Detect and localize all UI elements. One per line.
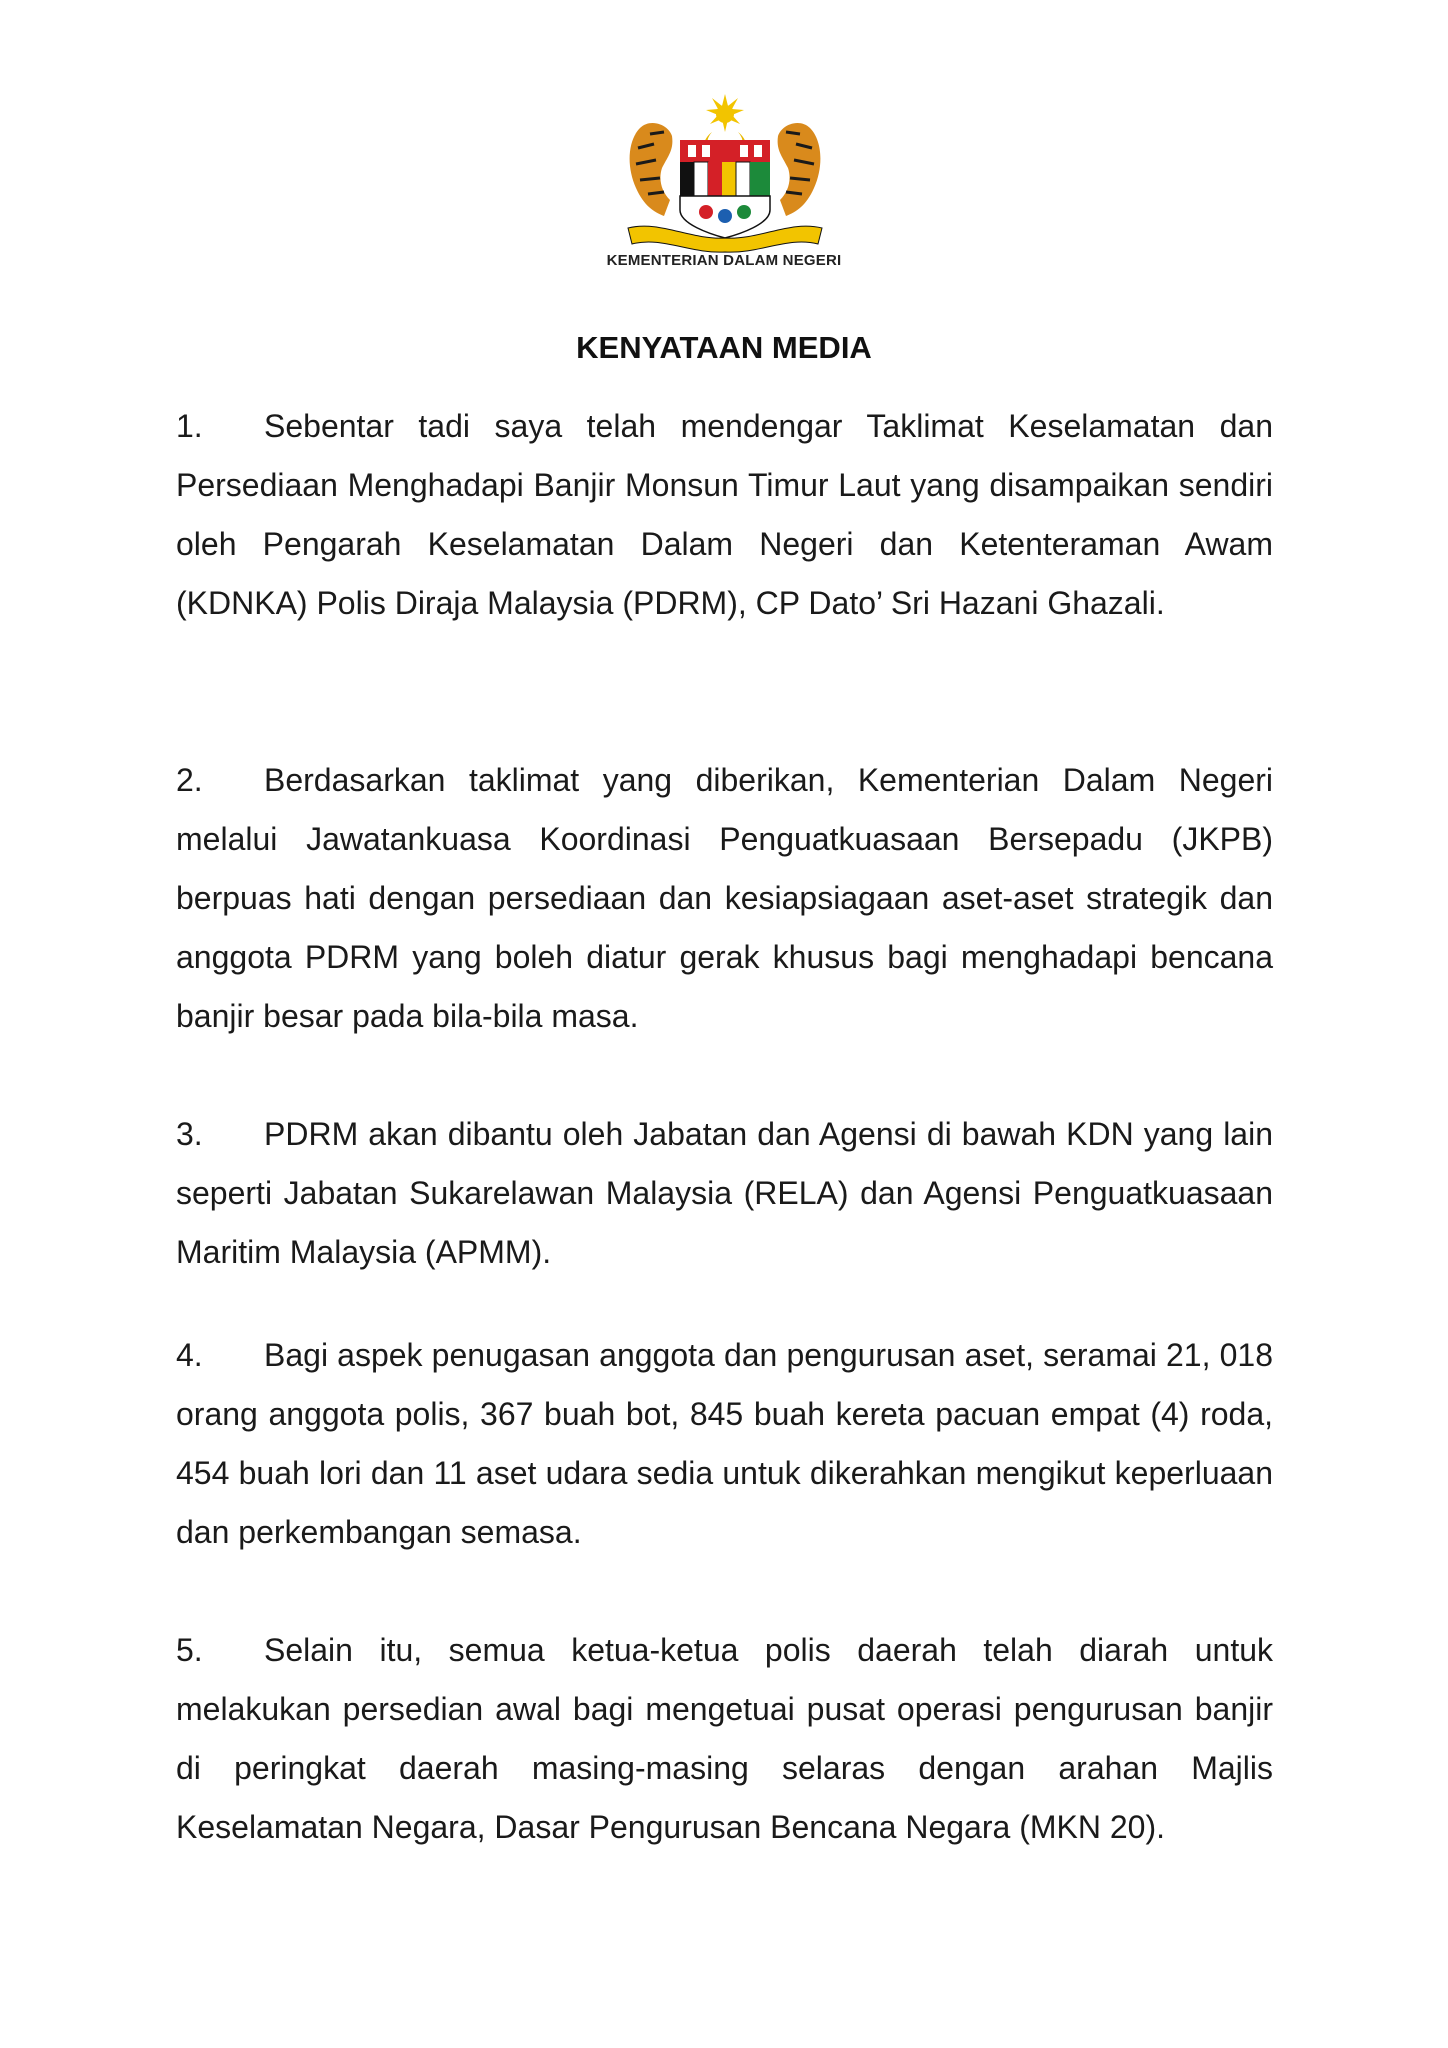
paragraph-number: 4.	[176, 1337, 203, 1373]
paragraph-4	[176, 1326, 1273, 1562]
paragraph-number: 5.	[176, 1632, 203, 1668]
paragraph-text: Bagi aspek penugasan anggota dan pengurusan aset, seramai 21, 018 orang anggota polis, 367 buah bot, 845 buah kereta pacuan empat (4) roda, 454 buah lori dan 11 aset udara sedia untuk dikerahkan mengikut keperluaan dan perkembangan semasa.	[176, 1337, 1273, 1550]
paragraph-2	[176, 751, 1273, 1046]
paragraph-1	[176, 397, 1273, 633]
paragraph-3	[176, 1105, 1273, 1282]
paragraph-text: Selain itu, semua ketua-ketua polis daerah telah diarah untuk melakukan persedian awal bagi mengetuai pusat operasi pengurusan banjir di peringkat daerah masing-masing selaras dengan arahan Majlis Keselamatan Negara, Dasar Pengurusan Bencana Negara (MKN 20).	[176, 1632, 1273, 1845]
paragraph-number: 2.	[176, 762, 203, 798]
paragraph-text: Sebentar tadi saya telah mendengar Taklimat Keselamatan dan Persediaan Menghadapi Banjir Monsun Timur Laut yang disampaikan sendiri oleh Pengarah Keselamatan Dalam Negeri dan Ketenteraman Awam (KDNKA) Polis Diraja Malaysia (PDRM), CP Dato’ Sri Hazani Ghazali.	[176, 408, 1273, 621]
paragraph-text: PDRM akan dibantu oleh Jabatan dan Agensi di bawah KDN yang lain seperti Jabatan Sukarelawan Malaysia (RELA) dan Agensi Penguatkuasaan Maritim Malaysia (APMM).	[176, 1116, 1273, 1270]
paragraph-text: Berdasarkan taklimat yang diberikan, Kementerian Dalam Negeri melalui Jawatankuasa Koordinasi Penguatkuasaan Bersepadu (JKPB) berpuas hati dengan persediaan dan kesiapsiagaan aset-aset strategik dan anggota PDRM yang boleh diatur gerak khusus bagi menghadapi bencana banjir besar pada bila-bila masa.	[176, 762, 1273, 1034]
document-title: KENYATAAN MEDIA	[576, 330, 872, 365]
paragraph-number: 3.	[176, 1116, 203, 1152]
ministry-name: KEMENTERIAN DALAM NEGERI	[606, 252, 842, 269]
paragraph-number: 1.	[176, 408, 203, 444]
coat-of-arms-icon	[610, 88, 840, 258]
paragraph-5	[176, 1621, 1273, 1857]
